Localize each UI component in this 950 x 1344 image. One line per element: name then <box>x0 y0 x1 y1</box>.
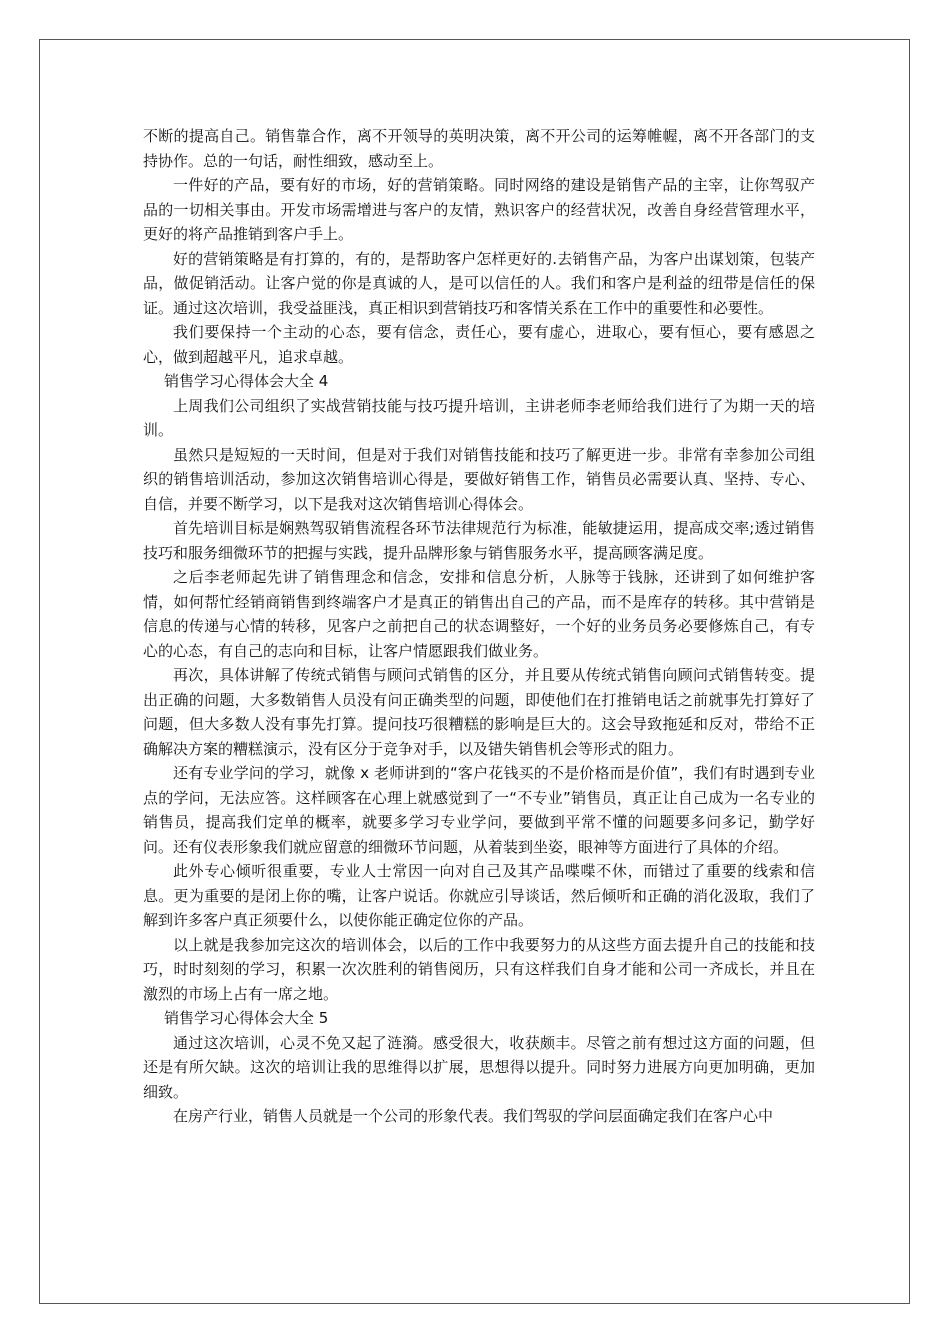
paragraph: 一件好的产品，要有好的市场，好的营销策略。同时网络的建设是销售产品的主宰，让你驾驭产品的一切相关事由。开发市场需增进与客户的友情，熟识客户的经营状况，改善自身经营管理水平，更好的将产品推销到客户手上。 <box>143 176 815 243</box>
paragraph: 虽然只是短短的一天时间，但是对于我们对销售技能和技巧了解更进一步。非常有幸参加公司组织的销售培训活动，参加这次销售培训心得是，要做好销售工作，销售员必需要认真、坚持、专心、自信，并要不断学习，以下是我对这次销售培训心得体会。 <box>143 445 815 513</box>
paragraph: 上周我们公司组织了实战营销技能与技巧提升培训，主讲老师李老师给我们进行了为期一天的培训。 <box>143 396 815 439</box>
section-heading: 销售学习心得体会大全 5 <box>164 1009 329 1027</box>
paragraph: 好的营销策略是有打算的，有的，是帮助客户怎样更好的.去销售产品，为客户出谋划策，包装产品，做促销活动。让客户觉的你是真诚的人，是可以信任的人。我们和客户是利益的纽带是信任的保证。通过这次培训，我受益匪浅，真正相识到营销技巧和客情关系在工作中的重要性和必要性。 <box>143 249 815 317</box>
paragraph: 通过这次培训，心灵不免又起了涟漪。感受很大，收获颇丰。尽管之前有想过这方面的问题，但还是有所欠缺。这次的培训让我的思维得以扩展，思想得以提升。同时努力进展方向更加明确，更加细致。 <box>143 1033 815 1101</box>
paragraph: 此外专心倾听很重要，专业人士常因一向对自己及其产品喋喋不休，而错过了重要的线索和信息。更为重要的是闭上你的嘴，让客户说话。你就应引导谈话，然后倾听和正确的消化汲取，我们了解到许多客户真正须要什么，以使你能正确定位你的产品。 <box>143 862 815 929</box>
paragraph: 首先培训目标是娴熟驾驭销售流程各环节法律规范行为标准，能敏捷运用，提高成交率;透过销售技巧和服务细微环节的把握与实践，提升品牌形象与销售服务水平，提高顾客满足度。 <box>143 519 815 562</box>
paragraph: 以上就是我参加完这次的培训体会，以后的工作中我要努力的从这些方面去提升自己的技能和技巧，时时刻刻的学习，积累一次次胜利的销售阅历，只有这样我们自身才能和公司一齐成长，并且在激烈的市场上占有一席之地。 <box>143 935 815 1003</box>
paragraph: 之后李老师起先讲了销售理念和信念，安排和信息分析，人脉等于钱脉，还讲到了如何维护客情，如何帮忙经销商销售到终端客户才是真正的销售出自己的产品，而不是库存的转移。其中营销是信息的传递与心情的转移，见客户之前把自己的状态调整好，一个好的业务员务必要修炼自己，有专心的心态，有自己的志向和目标，让客户情愿跟我们做业务。 <box>143 568 815 660</box>
paragraph: 在房产行业，销售人员就是一个公司的形象代表。我们驾驭的学问层面确定我们在客户心中 <box>173 1107 774 1125</box>
section-heading: 销售学习心得体会大全 4 <box>164 372 329 390</box>
paragraph: 还有专业学问的学习，就像 x 老师讲到的“客户花钱买的不是价格而是价值”，我们有时遇到专业点的学问，无法应答。这样顾客在心理上就感觉到了一“不专业”销售员，真正让自己成为一名专业的销售员，提高我们定单的概率，就要多学习专业学问，要做到平常不懂的问题要多问多记，勤学好问。还有仪表形象我们就应留意的细微环节问题，从着装到坐姿，眼神等方面进行了具体的介绍。 <box>143 764 815 856</box>
paragraph: 再次，具体讲解了传统式销售与顾问式销售的区分，并且要从传统式销售向顾问式销售转变。提出正确的问题，大多数销售人员没有问正确类型的问题，即使他们在打推销电话之前就事先打算好了问题，但大多数人没有事先打算。提问技巧很糟糕的影响是巨大的。这会导致拖延和反对，带给不正确解决方案的糟糕演示，没有区分于竞争对手，以及错失销售机会等形式的阻力。 <box>143 666 815 758</box>
document-body <box>143 124 815 1129</box>
paragraph: 我们要保持一个主动的心态，要有信念，责任心，要有虚心，进取心，要有恒心，要有感恩之心，做到超越平凡，追求卓越。 <box>143 323 815 366</box>
paragraph: 不断的提高自己。销售靠合作，离不开领导的英明决策，离不开公司的运筹帷幄，离不开各部门的支持协作。总的一句话，耐性细致，感动至上。 <box>143 127 815 170</box>
